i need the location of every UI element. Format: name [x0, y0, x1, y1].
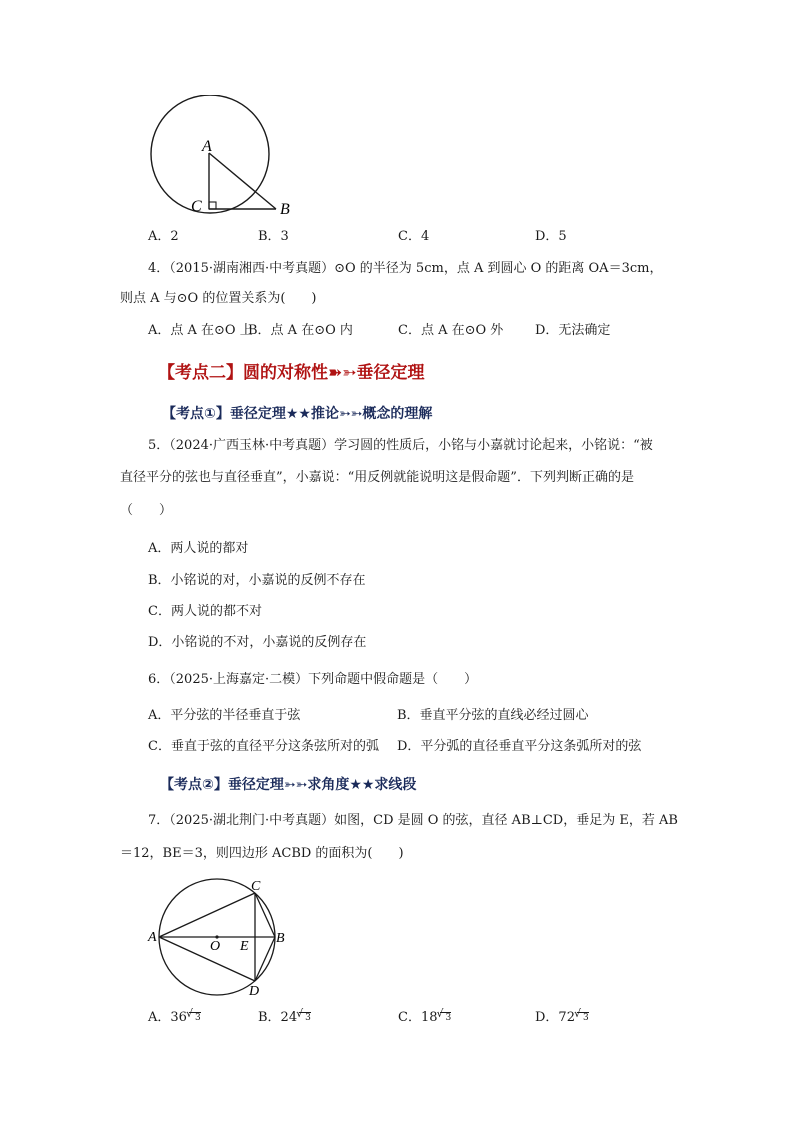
q6-option-c: C．垂直于弦的直径平分这条弦所对的弧 — [148, 739, 379, 754]
q5-option-b: B．小铭说的对，小嘉说的反例不存在 — [148, 573, 366, 588]
q7-label-e: E — [240, 939, 249, 954]
q4-stem-line1: 4．（2015·湖南湘西·中考真题）⊙O 的半径为 5cm，点 A 到圆心 O 的距离 OA＝3cm， — [148, 261, 663, 276]
q7-stem-line1: 7．（2025·湖北荆门·中考真题）如图，CD 是圆 O 的弦，直径 AB⊥CD，垂足为 E，若 AB — [148, 813, 678, 828]
q7-label-b: B — [276, 931, 285, 946]
q7-option-c-text: C．18 — [398, 1010, 438, 1025]
q3-option-d: D．5 — [535, 229, 567, 244]
q7-option-d-text: D．72 — [535, 1010, 575, 1025]
q7-label-o: O — [210, 939, 221, 954]
q3-label-a: A — [202, 138, 212, 155]
q4-option-b: B．点 A 在⊙O 内 — [248, 323, 353, 338]
q3-line-ab — [209, 153, 276, 209]
q6-stem: 6．（2025·上海嘉定·二模）下列命题中假命题是（ ） — [148, 672, 478, 687]
q6-option-b: B．垂直平分弦的直线必经过圆心 — [397, 708, 589, 723]
q7-label-a: A — [148, 930, 157, 945]
q7-label-c: C — [251, 879, 261, 894]
q7-label-d: D — [249, 984, 260, 999]
q7-segment-bd — [255, 937, 275, 981]
q7-option-b-text: B．24 — [258, 1010, 298, 1025]
q3-option-c: C．4 — [398, 229, 430, 244]
q5-stem-line3: （ ） — [120, 503, 173, 518]
q6-option-a: A．平分弦的半径垂直于弦 — [148, 708, 301, 723]
q3-figure — [140, 95, 300, 225]
q5-option-a: A．两人说的都对 — [148, 541, 249, 556]
q7-option-a-radical: √ 3 — [189, 1012, 201, 1023]
subtopic-heading-2: 【考点②】垂径定理➳➳求角度★★求线段 — [160, 777, 417, 793]
q6-option-d: D．平分弧的直径垂直平分这条弧所对的弦 — [397, 739, 642, 754]
q3-label-c: C — [191, 198, 202, 215]
q7-option-d — [535, 1009, 589, 1027]
q7-figure — [140, 872, 300, 1002]
q5-stem-line2: 直径平分的弦也与直径垂直”，小嘉说：“用反例就能说明这是假命题”．下列判断正确的是 — [120, 470, 634, 485]
q7-stem-line2: ＝12，BE＝3，则四边形 ACBD 的面积为( ) — [120, 846, 404, 861]
q7-option-c-radical: √ 3 — [440, 1012, 452, 1023]
q7-option-b-radical: √ 3 — [299, 1012, 311, 1023]
q3-option-a: A．2 — [148, 229, 179, 244]
subtopic-heading-1: 【考点①】垂径定理★★推论➳➳概念的理解 — [162, 406, 433, 422]
q3-right-angle-mark — [209, 202, 216, 209]
q5-option-d: D．小铭说的不对，小嘉说的反例存在 — [148, 635, 367, 650]
q7-option-b — [258, 1009, 311, 1027]
q4-option-d: D．无法确定 — [535, 323, 611, 338]
q7-option-a-text: A．36 — [148, 1010, 187, 1025]
q3-label-b: B — [280, 201, 290, 218]
section-heading: 【考点二】圆的对称性➽➳垂径定理 — [158, 363, 425, 383]
q7-option-a — [148, 1009, 201, 1027]
q4-stem-line2: 则点 A 与⊙O 的位置关系为( ) — [120, 291, 317, 306]
q5-stem-line1: 5．（2024·广西玉林·中考真题）学习圆的性质后，小铭与小嘉就讨论起来，小铭说：“被 — [148, 438, 653, 453]
q7-option-c — [398, 1009, 451, 1027]
q4-option-a: A．点 A 在⊙O 上 — [148, 323, 253, 338]
q4-option-c: C．点 A 在⊙O 外 — [398, 323, 504, 338]
q3-option-b: B．3 — [258, 229, 289, 244]
q7-segment-cb — [255, 893, 275, 937]
q7-option-d-radical: √ 3 — [577, 1012, 589, 1023]
q5-option-c: C．两人说的都不对 — [148, 604, 262, 619]
